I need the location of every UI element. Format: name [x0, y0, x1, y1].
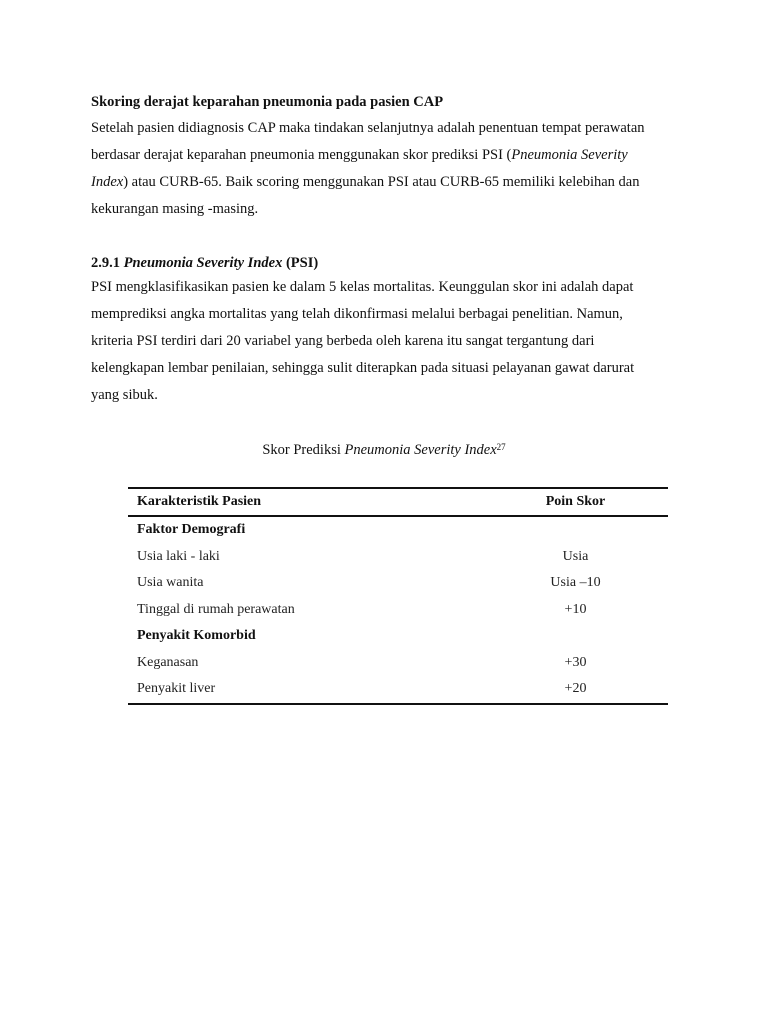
table-section-row	[128, 516, 668, 544]
paragraph-line: memprediksi angka mortalitas yang telah dikonfirmasi melalui berbagai penelitian. Namun,	[91, 306, 623, 322]
table-row	[128, 676, 668, 704]
characteristic-cell: Usia wanita	[137, 575, 204, 591]
score-cell: +20	[483, 676, 668, 704]
paragraph-line: kekurangan masing -masing.	[91, 201, 259, 217]
score-cell: Usia –10	[550, 575, 601, 591]
paragraph-line: yang sibuk.	[91, 387, 158, 403]
caption-italic: Pneumonia Severity Index	[344, 442, 497, 458]
section-heading: Skoring derajat keparahan pneumonia pada pasien CAP	[91, 94, 444, 110]
table-row	[128, 650, 668, 677]
section-label: Faktor Demografi	[137, 522, 246, 538]
paragraph-line: kelengkapan lembar penilaian, sehingga sulit diterapkan pada situasi pelayanan gawat darurat	[91, 360, 635, 376]
paragraph-line	[91, 169, 691, 196]
characteristic-cell: Penyakit liver	[128, 676, 483, 704]
psi-score-table	[128, 487, 668, 705]
score-cell: Usia	[562, 548, 589, 564]
italic-term: Index	[91, 174, 124, 190]
section-label: Penyakit Komorbid	[137, 628, 256, 644]
score-cell: +10	[564, 601, 587, 617]
column-header-characteristic: Karakteristik Pasien	[128, 488, 483, 516]
paragraph-intro	[91, 115, 691, 223]
characteristic-cell: Keganasan	[137, 654, 199, 670]
table-row	[128, 570, 668, 597]
subsection-title-italic: Pneumonia Severity Index	[123, 255, 283, 271]
score-cell	[483, 623, 668, 650]
subsection-suffix: (PSI)	[285, 255, 319, 271]
subsection-heading	[91, 253, 318, 273]
column-header-score: Poin Skor	[483, 488, 668, 516]
paragraph-line	[91, 142, 691, 169]
table-section-row	[128, 623, 668, 650]
paragraph-line: kriteria PSI terdiri dari 20 variabel yang berbeda oleh karena itu sangat tergantung dari	[91, 333, 595, 349]
paragraph-line: Setelah pasien didiagnosis CAP maka tindakan selanjutnya adalah penentuan tempat perawatan	[91, 120, 645, 136]
italic-term: Pneumonia Severity	[511, 147, 628, 163]
paragraph-line: PSI mengklasifikasikan pasien ke dalam 5 kelas mortalitas. Keunggulan skor ini adalah dapat	[91, 279, 634, 295]
table-row	[128, 544, 668, 571]
score-cell: +30	[564, 654, 587, 670]
caption-reference: 27	[496, 442, 506, 452]
table-caption	[0, 440, 768, 460]
table-header-row	[128, 488, 668, 516]
subsection-number: 2.9.1	[91, 255, 120, 271]
characteristic-cell: Usia laki - laki	[137, 548, 220, 564]
characteristic-cell: Tinggal di rumah perawatan	[137, 601, 295, 617]
paragraph-psi	[91, 274, 691, 409]
table-row	[128, 597, 668, 624]
text-run: berdasar derajat keparahan pneumonia menggunakan skor prediksi PSI (	[91, 147, 512, 163]
text-run: ) atau CURB-65. Baik scoring menggunakan PSI atau CURB-65 memiliki kelebihan dan	[123, 174, 640, 190]
score-cell	[483, 516, 668, 544]
caption-text: Skor Prediksi	[262, 442, 345, 458]
